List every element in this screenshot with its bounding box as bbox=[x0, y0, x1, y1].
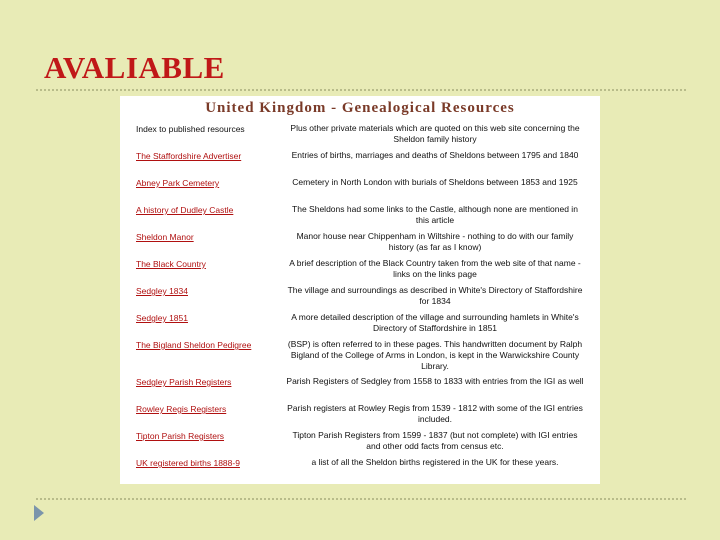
resource-link-staffordshire-advertiser[interactable]: The Staffordshire Advertiser bbox=[136, 151, 242, 161]
resource-link-sedgley-1834[interactable]: Sedgley 1834 bbox=[136, 286, 188, 296]
resource-row bbox=[120, 375, 600, 402]
resource-row bbox=[120, 338, 600, 375]
slide-title: AVALIABLE bbox=[44, 50, 225, 85]
resource-list bbox=[120, 122, 600, 483]
resource-row bbox=[120, 284, 600, 311]
resource-description: The Sheldons had some links to the Castle, although none are mentioned in this article bbox=[292, 204, 578, 225]
resource-row bbox=[120, 257, 600, 284]
resource-description: A more detailed description of the village and surrounding hamlets in White's Directory of Staffordshire in 1851 bbox=[291, 312, 579, 333]
resource-row bbox=[120, 402, 600, 429]
resource-row bbox=[120, 311, 600, 338]
triangle-bullet-icon bbox=[34, 505, 44, 521]
resource-row bbox=[120, 230, 600, 257]
resource-description: Manor house near Chippenham in Wiltshire - nothing to do with our family history (as far as I know) bbox=[296, 231, 574, 252]
resource-row bbox=[120, 456, 600, 483]
resource-row bbox=[120, 429, 600, 456]
bottom-divider bbox=[36, 498, 686, 500]
document-title: United Kingdom - Genealogical Resources bbox=[205, 100, 515, 116]
resource-link-dudley-castle[interactable]: A history of Dudley Castle bbox=[136, 205, 234, 215]
resource-link-uk-births[interactable]: UK registered births 1888-9 bbox=[136, 458, 240, 468]
resource-description: Entries of births, marriages and deaths of Sheldons between 1795 and 1840 bbox=[291, 150, 579, 160]
resource-link-abney-park[interactable]: Abney Park Cemetery bbox=[136, 178, 220, 188]
resource-link-black-country[interactable]: The Black Country bbox=[136, 259, 206, 269]
resource-link-sheldon-manor[interactable]: Sheldon Manor bbox=[136, 232, 194, 242]
resource-description: Parish registers at Rowley Regis from 1539 - 1812 with some of the IGI entries included. bbox=[287, 403, 583, 424]
resource-description: a list of all the Sheldon births registered in the UK for these years. bbox=[311, 457, 559, 467]
resource-row bbox=[120, 176, 600, 203]
resource-description: Plus other private materials which are quoted on this web site concerning the Sheldon family history bbox=[290, 123, 580, 144]
genealogy-document-image bbox=[120, 96, 600, 484]
resource-description: Tipton Parish Registers from 1599 - 1837 (but not complete) with IGI entries and other odd facts from census etc. bbox=[292, 430, 578, 451]
resource-description: (BSP) is often referred to in these pages. This handwritten document by Ralph Bigland of the College of Arms in London, is kept in the Warwickshire County Library. bbox=[287, 339, 583, 371]
resource-row bbox=[120, 149, 600, 176]
resource-link-bigland-pedigree[interactable]: The Bigland Sheldon Pedigree bbox=[136, 340, 252, 350]
resource-row bbox=[120, 203, 600, 230]
resource-link-rowley-regis[interactable]: Rowley Regis Registers bbox=[136, 404, 227, 414]
resource-link-sedgley-registers[interactable]: Sedgley Parish Registers bbox=[136, 377, 232, 387]
top-divider bbox=[36, 89, 686, 91]
resource-link-sedgley-1851[interactable]: Sedgley 1851 bbox=[136, 313, 188, 323]
resource-description: The village and surroundings as described in White's Directory of Staffordshire for 1834 bbox=[287, 285, 583, 306]
resource-link-index[interactable]: Index to published resources bbox=[136, 124, 245, 134]
resource-description: Cemetery in North London with burials of Sheldons between 1853 and 1925 bbox=[292, 177, 578, 187]
resource-description: Parish Registers of Sedgley from 1558 to 1833 with entries from the IGI as well bbox=[286, 376, 584, 386]
resource-link-tipton-registers[interactable]: Tipton Parish Registers bbox=[136, 431, 225, 441]
resource-description: A brief description of the Black Country taken from the web site of that name - links on the links page bbox=[289, 258, 581, 279]
resource-row bbox=[120, 122, 600, 149]
